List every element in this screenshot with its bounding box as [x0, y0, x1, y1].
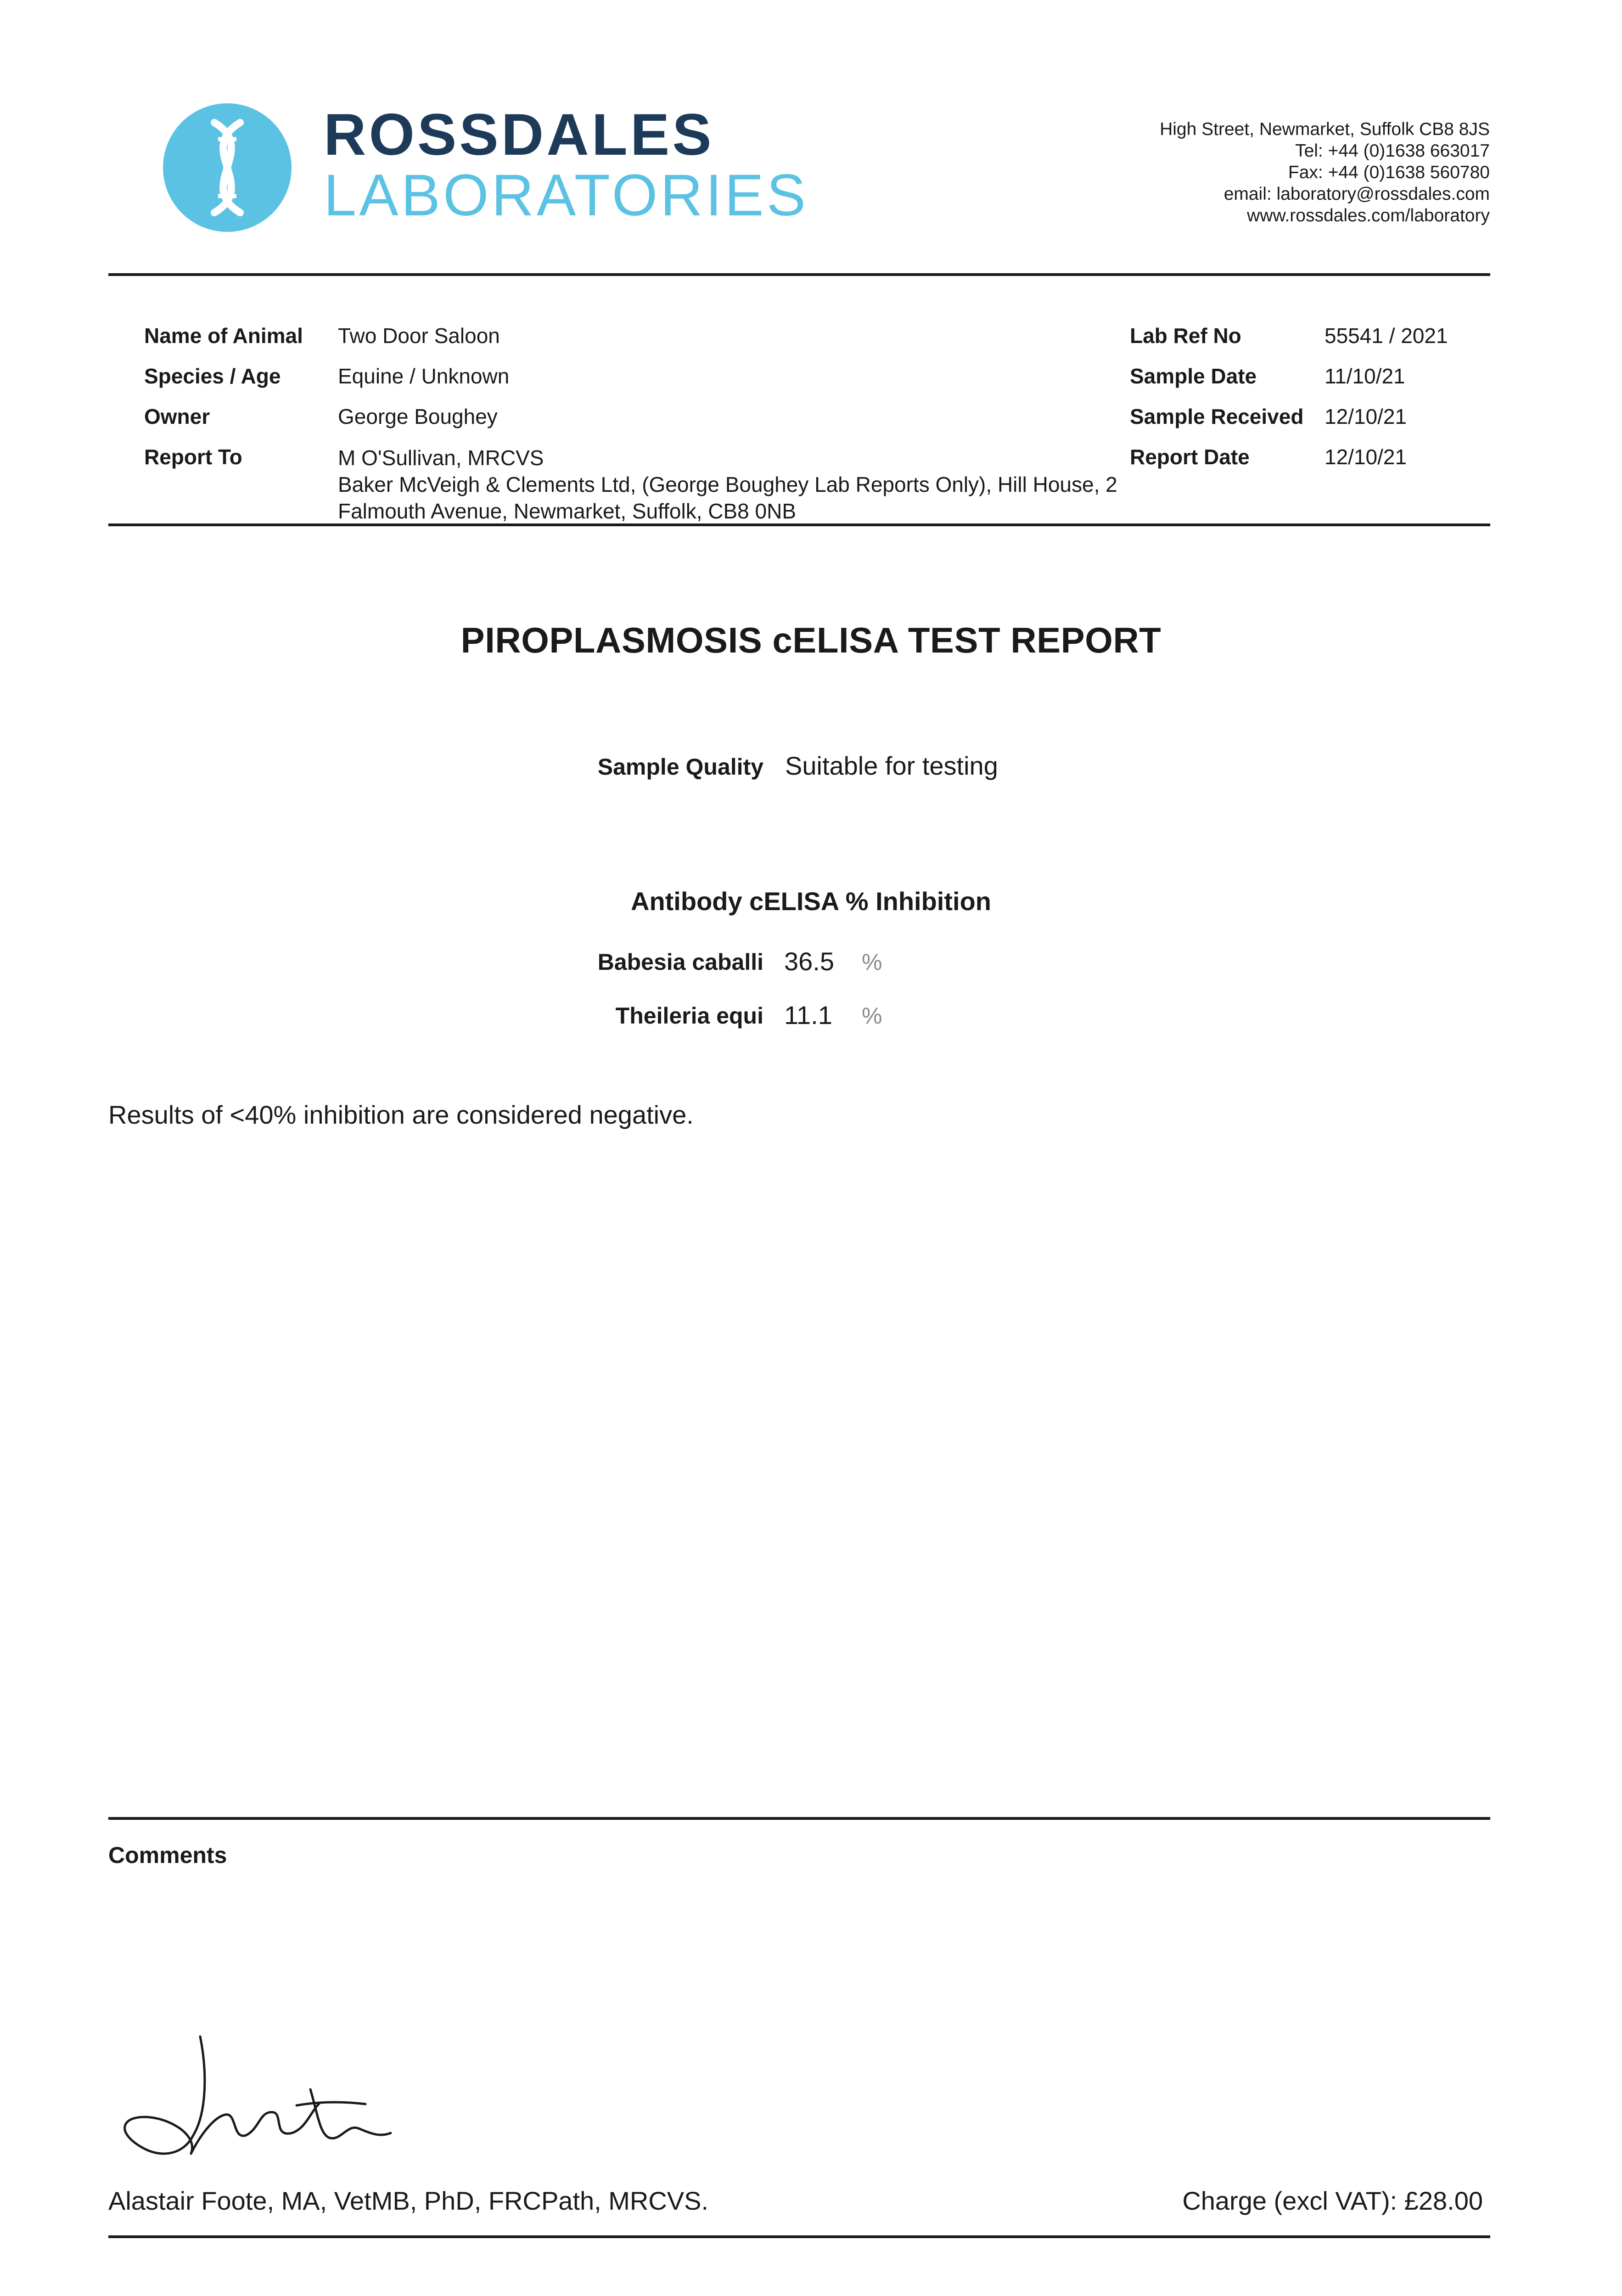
- owner-label: Owner: [144, 405, 210, 428]
- report-to-address: [338, 445, 1117, 524]
- comments-divider: [108, 1817, 1490, 1820]
- report-date-value: 12/10/21: [1325, 445, 1407, 469]
- species-age-value: Equine / Unknown: [338, 364, 510, 388]
- result-name-theileria: Theileria equi: [615, 1003, 763, 1029]
- header-divider: [108, 273, 1490, 276]
- fax: Fax: +44 (0)1638 560780: [1288, 163, 1490, 182]
- dna-helix-icon: [163, 103, 292, 232]
- name-of-animal-value: Two Door Saloon: [338, 324, 500, 348]
- lab-ref-label: Lab Ref No: [1130, 324, 1241, 348]
- comments-label: Comments: [108, 1842, 227, 1868]
- report-to-label: Report To: [144, 445, 242, 469]
- sample-date-value: 11/10/21: [1325, 364, 1405, 388]
- result-value-theileria: 11.1: [784, 1001, 832, 1030]
- report-to-line: Baker McVeigh & Clements Ltd, (George Boughey Lab Reports Only), Hill House, 2: [338, 473, 1117, 496]
- brand-subname: LABORATORIES: [324, 163, 808, 228]
- result-unit-babesia: %: [862, 949, 882, 975]
- owner-value: George Boughey: [338, 405, 498, 428]
- report-to-line: Falmouth Avenue, Newmarket, Suffolk, CB8 0NB: [338, 499, 797, 523]
- address: High Street, Newmarket, Suffolk CB8 8JS: [1160, 119, 1490, 139]
- interpretation-note: Results of <40% inhibition are considered negative.: [108, 1100, 694, 1129]
- report-title: PIROPLASMOSIS cELISA TEST REPORT: [460, 620, 1162, 660]
- charge-amount: Charge (excl VAT): £28.00: [1182, 2186, 1483, 2215]
- footer-divider: [108, 2235, 1490, 2238]
- sample-date-label: Sample Date: [1130, 364, 1257, 388]
- sample-quality-label: Sample Quality: [597, 754, 763, 780]
- signatory-name: Alastair Foote, MA, VetMB, PhD, FRCPath, MRCVS.: [108, 2186, 709, 2215]
- result-value-babesia: 36.5: [784, 947, 834, 976]
- result-name-babesia: Babesia caballi: [597, 949, 763, 975]
- antibody-heading: Antibody cELISA % Inhibition: [631, 887, 991, 916]
- sample-received-label: Sample Received: [1130, 405, 1304, 428]
- email[interactable]: email: laboratory@rossdales.com: [1224, 184, 1490, 204]
- name-of-animal-label: Name of Animal: [144, 324, 303, 348]
- result-unit-theileria: %: [862, 1003, 882, 1029]
- brand-name: ROSSDALES: [324, 102, 714, 168]
- species-age-label: Species / Age: [144, 364, 281, 388]
- info-divider: [108, 523, 1490, 526]
- lab-ref-value: 55541 / 2021: [1325, 324, 1448, 348]
- sample-quality-value: Suitable for testing: [785, 751, 998, 780]
- signature-image: [108, 2020, 485, 2167]
- contact-block: [1160, 118, 1490, 226]
- logo-mark: [163, 103, 292, 232]
- website[interactable]: www.rossdales.com/laboratory: [1247, 206, 1490, 225]
- sample-received-value: 12/10/21: [1325, 405, 1407, 428]
- report-date-label: Report Date: [1130, 445, 1250, 469]
- telephone: Tel: +44 (0)1638 663017: [1295, 141, 1490, 161]
- report-to-line: M O'Sullivan, MRCVS: [338, 446, 544, 470]
